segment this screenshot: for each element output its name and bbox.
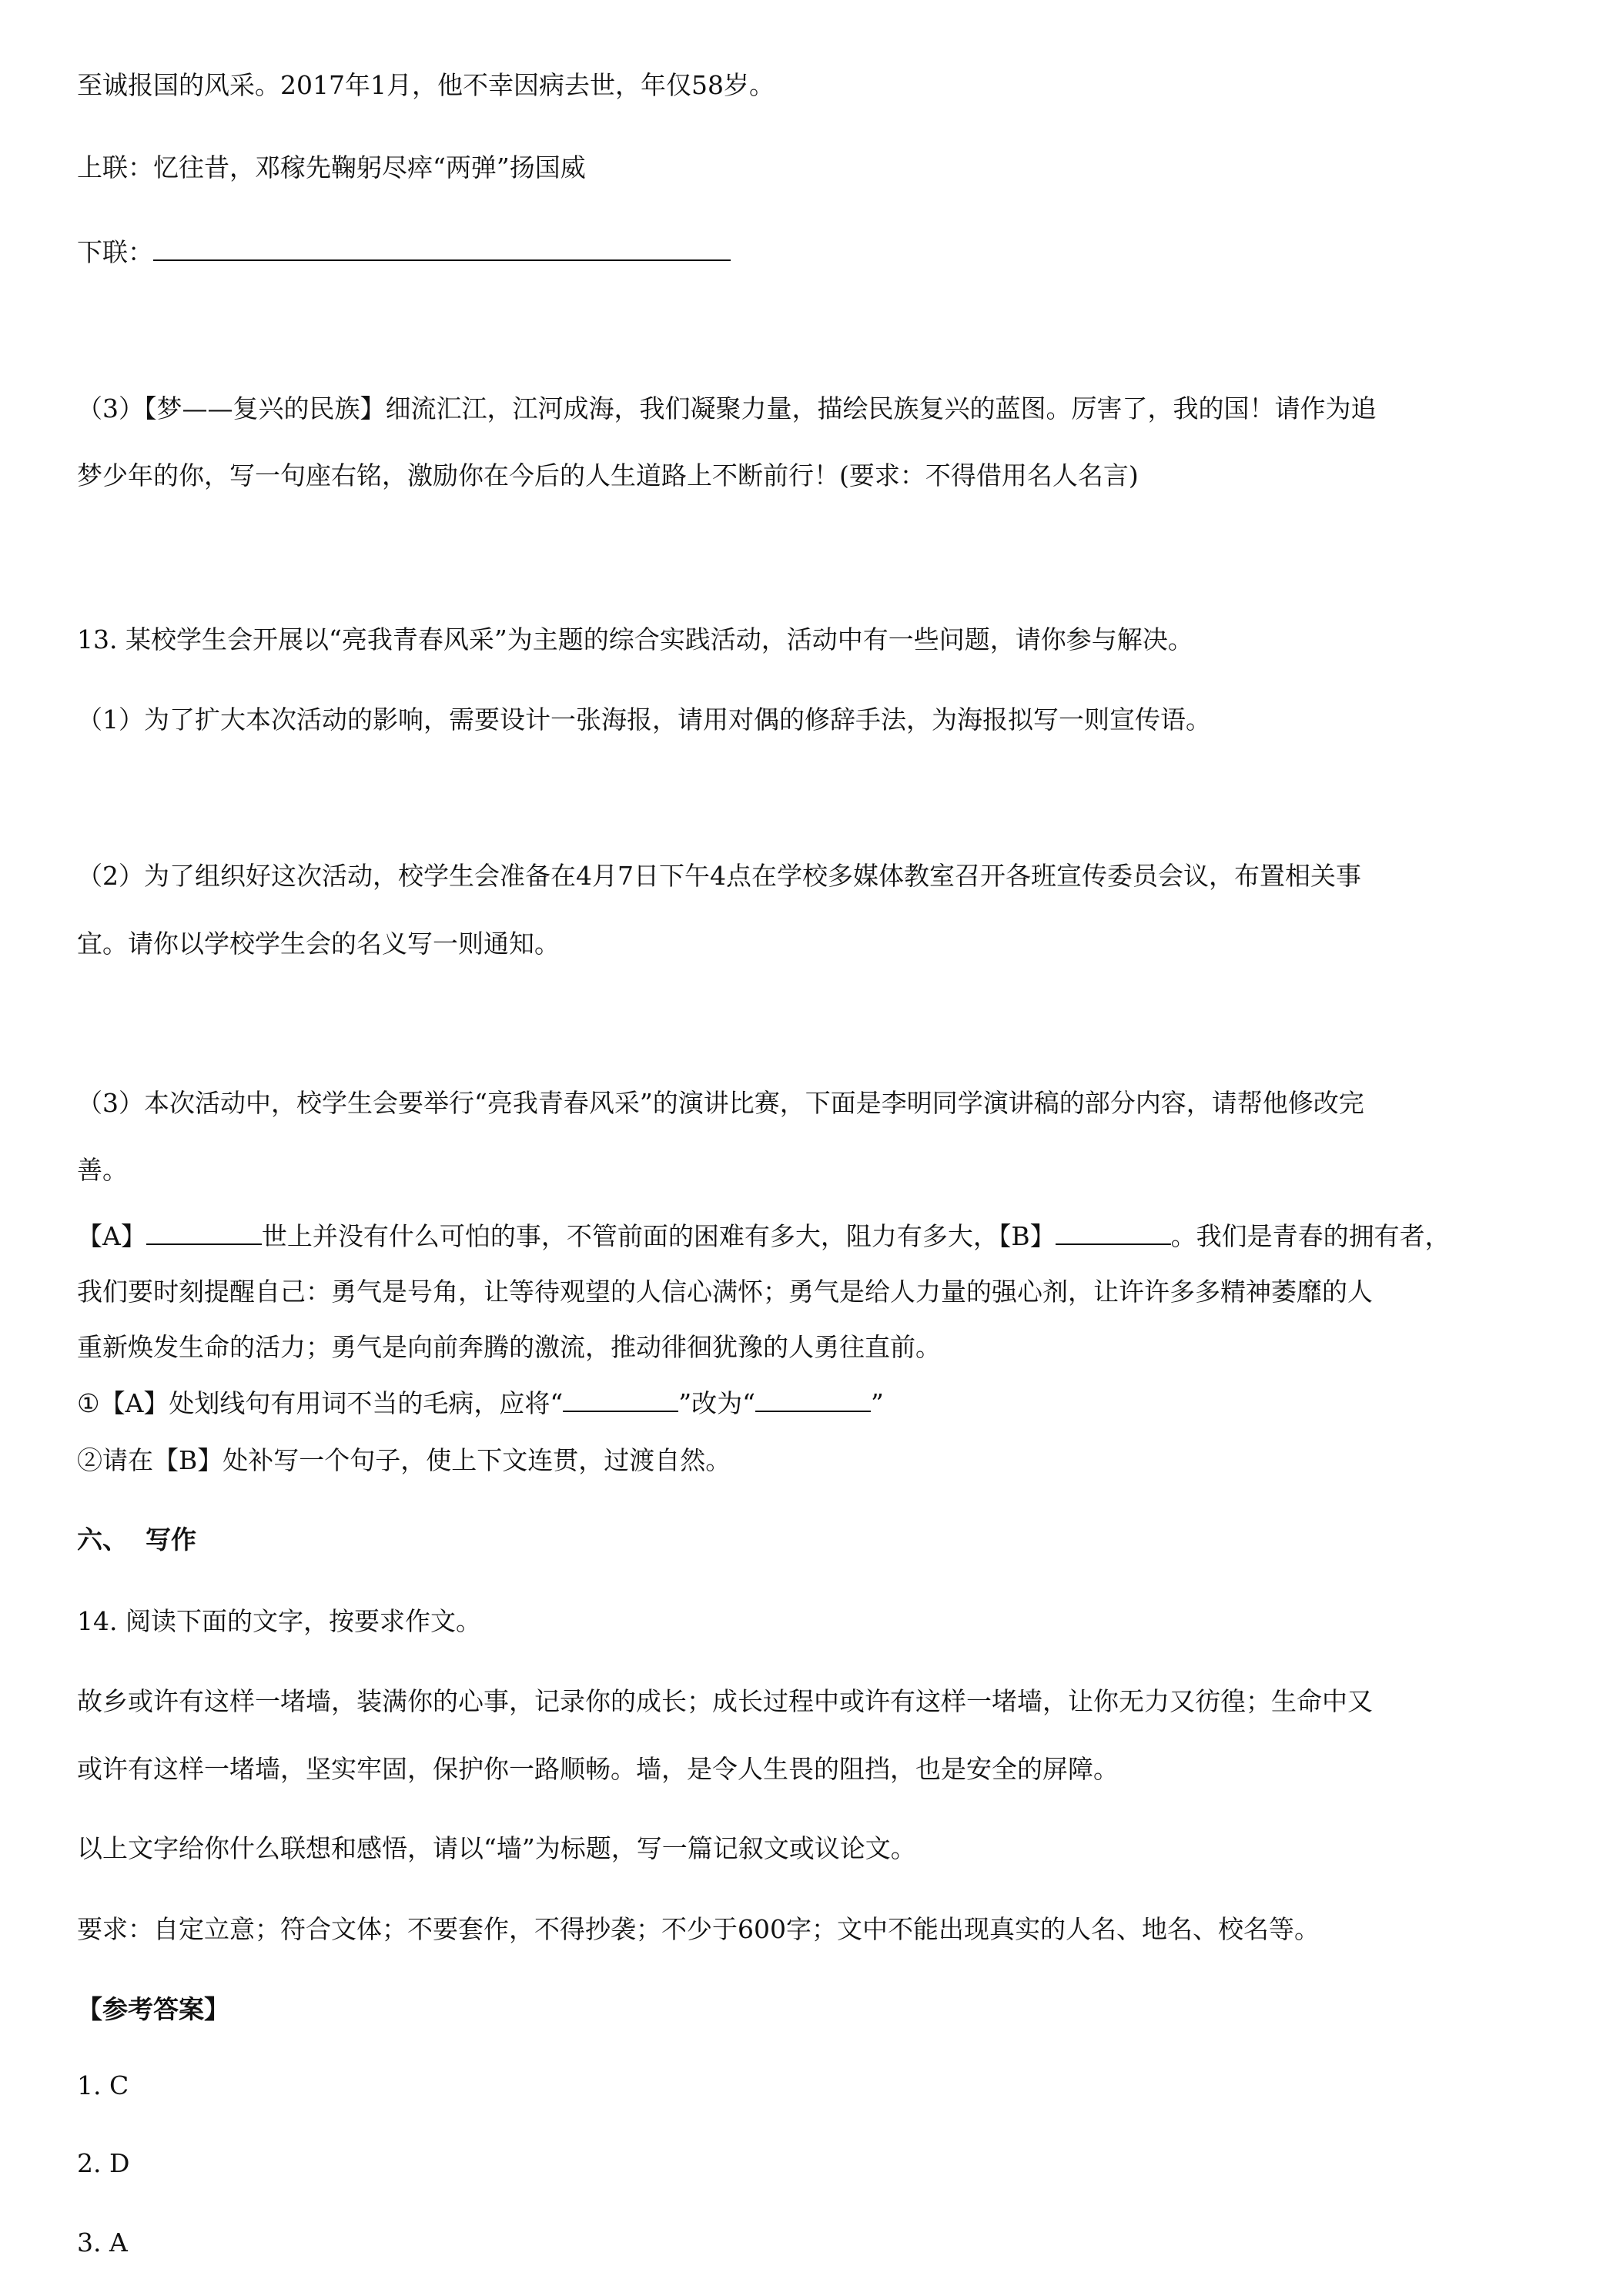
q12-part3-line2: 梦少年的你，写一句座右铭，激励你在今后的人生道路上不断前行！(要求：不得借用名人名言) bbox=[77, 460, 1139, 490]
sub1-blank-2[interactable] bbox=[755, 1387, 871, 1412]
lower-couplet-line bbox=[77, 235, 1546, 270]
answer-item-1: 1. C bbox=[77, 2070, 129, 2100]
q14-text-line1: 故乡或许有这样一堵墙，装满你的心事，记录你的成长；成长过程中或许有这样一堵墙，让你无力又彷徨；生命中又 bbox=[77, 1686, 1373, 1716]
q12-intro-end: 至诚报国的风采。2017年1月，他不幸因病去世，年仅58岁。 bbox=[77, 70, 775, 100]
q13-title: 13. 某校学生会开展以“亮我青春风采”为主题的综合实践活动，活动中有一些问题，请你参与解决。 bbox=[77, 624, 1193, 654]
sub1-start: ①【A】处划线句有用词不当的毛病，应将“ bbox=[77, 1388, 564, 1418]
sub1-end: ” bbox=[871, 1388, 884, 1418]
q13-part1: （1）为了扩大本次活动的影响，需要设计一张海报，请用对偶的修辞手法，为海报拟写一则宣传语。 bbox=[77, 705, 1211, 735]
passage-line2: 我们要时刻提醒自己：勇气是号角，让等待观望的人信心满怀；勇气是给人力量的强心剂，让许许多多精神萎靡的人 bbox=[77, 1277, 1373, 1307]
section-heading-writing: 六、 写作 bbox=[77, 1525, 196, 1555]
answers-heading: 【参考答案】 bbox=[77, 1994, 229, 2024]
q13-part2-line1: （2）为了组织好这次活动，校学生会准备在4月7日下午4点在学校多媒体教室召开各班宣传委员会议，布置相关事 bbox=[77, 861, 1361, 891]
q13-part3-line2: 善。 bbox=[77, 1155, 128, 1185]
passage-mid: 世上并没有什么可怕的事，不管前面的困难有多大，阻力有多大，【B】 bbox=[261, 1221, 1056, 1251]
passage-a-underline bbox=[146, 1220, 262, 1245]
passage-b-blank[interactable] bbox=[1056, 1220, 1171, 1245]
q13-part2-line2: 宜。请你以学校学生会的名义写一则通知。 bbox=[77, 929, 560, 959]
q14-prompt: 以上文字给你什么联想和感悟，请以“墙”为标题，写一篇记叙文或议论文。 bbox=[77, 1833, 916, 1863]
q14-requirements: 要求：自定立意；符合文体；不要套作，不得抄袭；不少于600字；文中不能出现真实的人名、地名、校名等。 bbox=[77, 1914, 1320, 1944]
q12-part3-line1: （3）【梦——复兴的民族】细流汇江，江河成海，我们凝聚力量，描绘民族复兴的蓝图。厉害了，我的国！请作为追 bbox=[77, 393, 1377, 423]
passage-a-label: 【A】 bbox=[77, 1221, 146, 1251]
upper-couplet: 上联：忆往昔，邓稼先鞠躬尽瘁“两弹”扬国威 bbox=[77, 152, 586, 182]
sub-question-1 bbox=[77, 1386, 1546, 1421]
sub1-blank-1[interactable] bbox=[563, 1387, 678, 1412]
lower-couplet-label: 下联： bbox=[77, 237, 153, 267]
answer-item-2: 2. D bbox=[77, 2148, 130, 2178]
sub1-mid: ”改为“ bbox=[678, 1388, 756, 1418]
passage-line3: 重新焕发生命的活力；勇气是向前奔腾的激流，推动徘徊犹豫的人勇往直前。 bbox=[77, 1332, 941, 1362]
q14-text-line2: 或许有这样一堵墙，坚实牢固，保护你一路顺畅。墙，是令人生畏的阻挡，也是安全的屏障。 bbox=[77, 1754, 1119, 1784]
passage-line1 bbox=[77, 1219, 1546, 1254]
passage-end: 。我们是青春的拥有者， bbox=[1170, 1221, 1451, 1251]
answer-item-3: 3. A bbox=[77, 2227, 128, 2258]
lower-couplet-blank[interactable] bbox=[153, 236, 731, 261]
q14-title: 14. 阅读下面的文字，按要求作文。 bbox=[77, 1606, 481, 1636]
sub-question-2: ②请在【B】处补写一个句子，使上下文连贯，过渡自然。 bbox=[77, 1445, 731, 1475]
q13-part3-line1: （3）本次活动中，校学生会要举行“亮我青春风采”的演讲比赛，下面是李明同学演讲稿的部分内容，请帮他修改完 bbox=[77, 1088, 1364, 1118]
